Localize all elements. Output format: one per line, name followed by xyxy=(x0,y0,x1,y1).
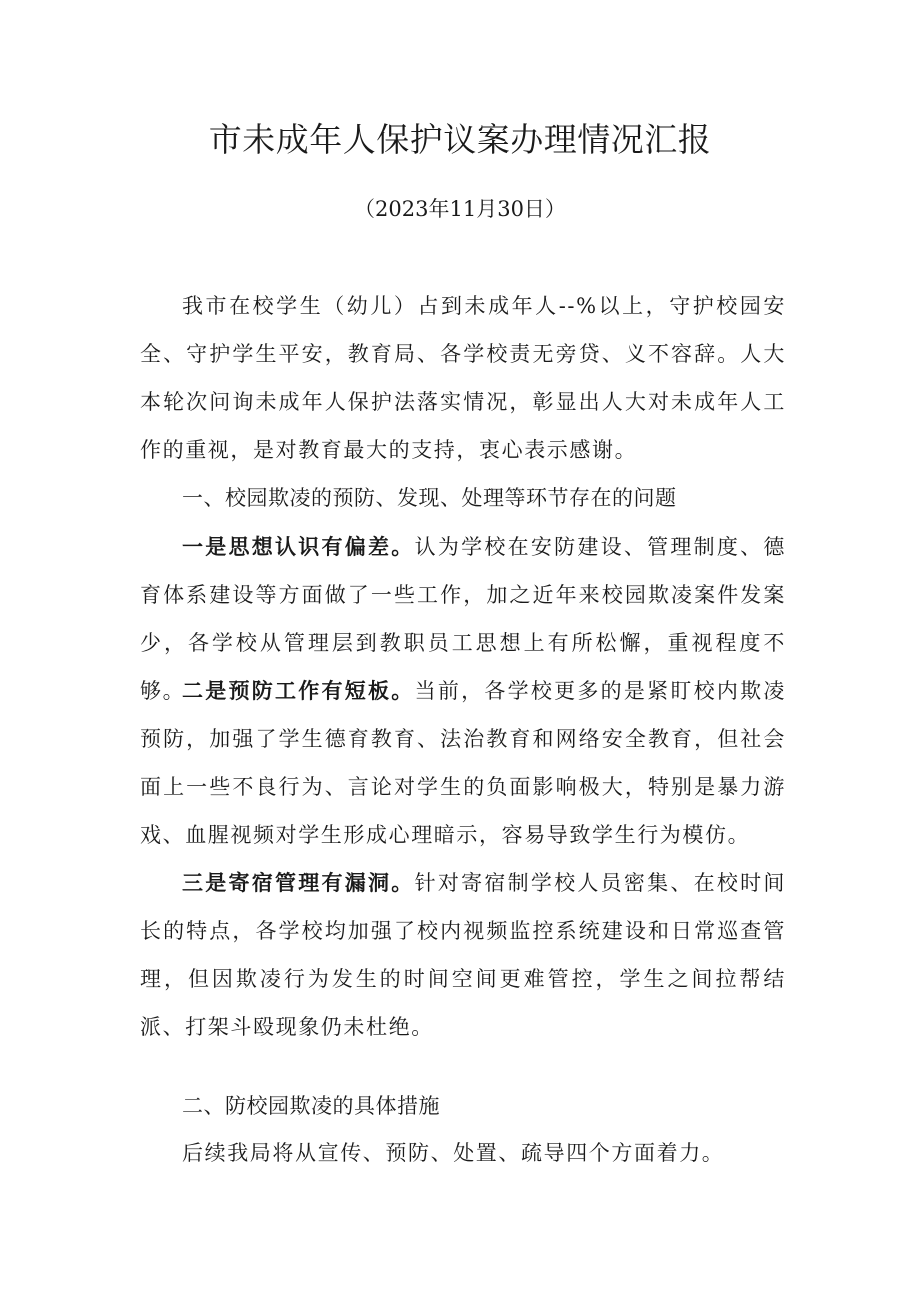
point-3-lead: 三是寄宿管理有漏洞。 xyxy=(182,871,415,895)
section1-point-3 xyxy=(140,859,786,1051)
document-date: （2023年11月30日） xyxy=(354,197,566,221)
point-1-lead: 一是思想认识有偏差。 xyxy=(182,535,415,559)
section2-heading: 二、防校园欺凌的具体措施 xyxy=(182,1094,440,1118)
point-2-text: 当前，各学校更多的是紧盯校内欺凌预防，加强了学生德育教育、法治教育和网络安全教育，但社会面上一些不良行为、言论对学生的负面影响极大，特别是暴力游戏、血腥视频对学生形成心理暗示，容易导致学生行为模仿。 xyxy=(140,679,786,847)
point-3-text: 针对寄宿制学校人员密集、在校时间长的特点，各学校均加强了校内视频监控系统建设和日常巡查管理，但因欺凌行为发生的时间空间更难管控，学生之间拉帮结派、打架斗殴现象仍未杜绝。 xyxy=(140,871,786,1039)
section2-paragraph: 后续我局将从宣传、预防、处置、疏导四个方面着力。 xyxy=(182,1141,725,1165)
section1-point-2 xyxy=(140,667,786,859)
point-1-text: 认为学校在安防建设、管理制度、德育体系建设等方面做了一些工作，加之近年来校园欺凌案件发案少，各学校从管理层到教职员工思想上有所松懈，重视程度不够。 xyxy=(140,535,786,703)
section1-heading: 一、校园欺凌的预防、发现、处理等环节存在的问题 xyxy=(182,486,677,510)
intro-paragraph: 我市在校学生（幼儿）占到未成年人--%以上，守护校园安全、守护学生平安，教育局、各学校责无旁贷、义不容辞。人大本轮次问询未成年人保护法落实情况，彰显出人大对未成年人工作的重视，是对教育最大的支持，衷心表示感谢。 xyxy=(140,294,786,462)
document-title: 市未成年人保护议案办理情况汇报 xyxy=(208,120,712,159)
point-2-lead: 二是预防工作有短板。 xyxy=(182,679,415,703)
